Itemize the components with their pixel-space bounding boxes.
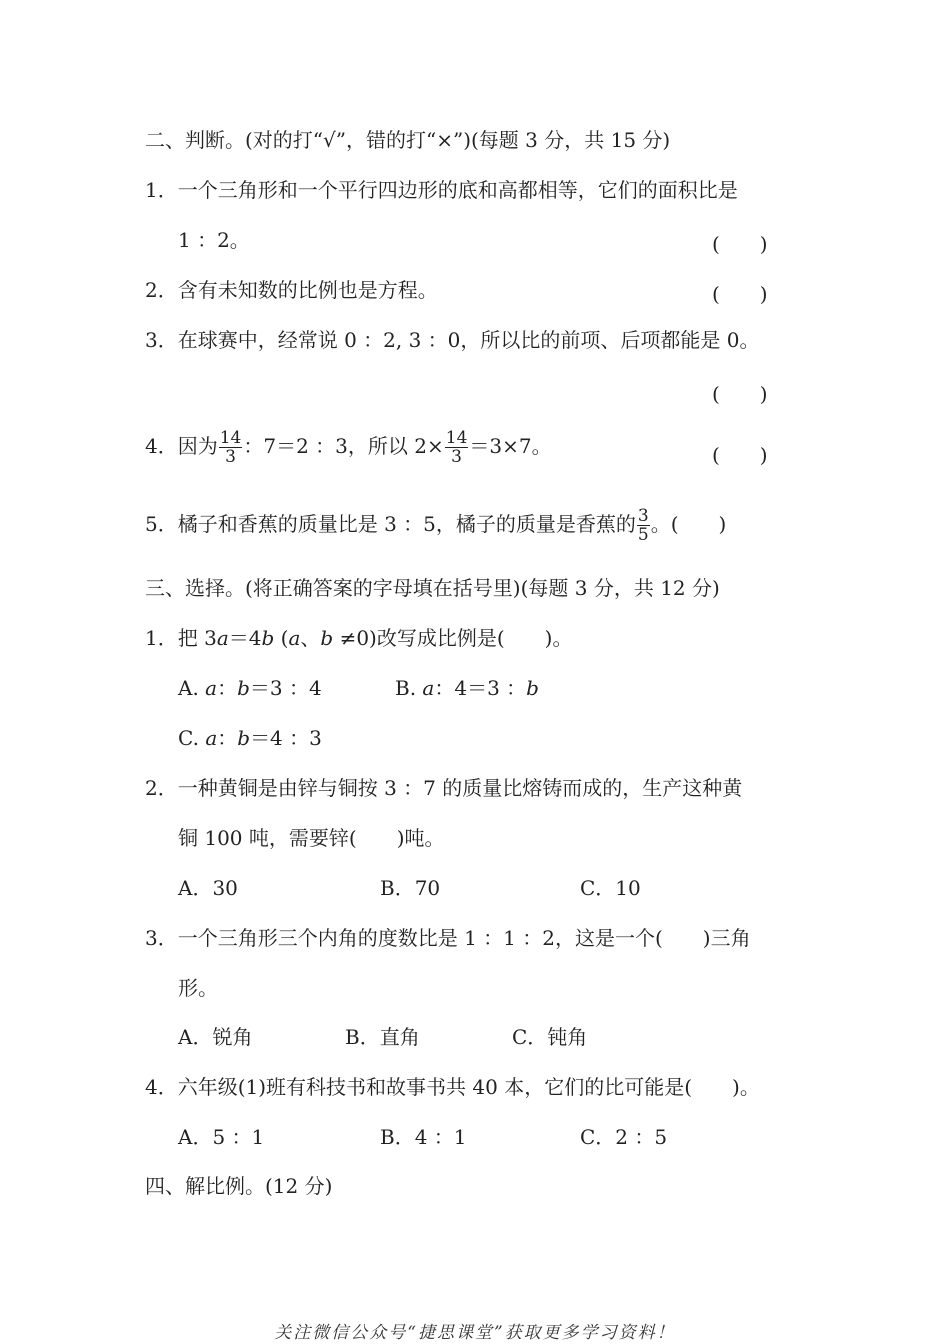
s3-q1-option-c[interactable] bbox=[178, 726, 322, 750]
section2-title: 二、判断。(对的打“√”，错的打“×”)(每题 3 分，共 15 分) bbox=[145, 128, 671, 152]
section3-title: 三、选择。(将正确答案的字母填在括号里)(每题 3 分，共 12 分) bbox=[145, 576, 720, 600]
s3-q1-option-a-rest: ＝3 ：4 bbox=[249, 676, 322, 700]
s3-q3-option-b[interactable]: B．直角 bbox=[345, 1025, 420, 1049]
s3-q2-line2: 铜 100 吨，需要锌( )吨。 bbox=[178, 826, 445, 850]
s3-q1-option-b-var2: b bbox=[526, 676, 539, 700]
s3-q1-var-a2: a bbox=[288, 626, 301, 650]
s2-q3-answer-blank[interactable]: ( ) bbox=[712, 382, 768, 406]
s3-q2-option-b[interactable]: B．70 bbox=[380, 876, 441, 900]
s2-q1-answer-blank[interactable]: ( ) bbox=[712, 232, 768, 256]
s2-q4-mid: ：7＝2 ：3，所以 2× bbox=[243, 434, 444, 458]
s2-q5-pre: 5．橘子和香蕉的质量比是 3 ：5，橘子的质量是香蕉的 bbox=[145, 512, 636, 536]
s3-q1-option-a-colon: ： bbox=[217, 676, 238, 700]
s2-q5-fraction-den: 5 bbox=[637, 525, 649, 545]
s2-q4-fraction-2-den: 3 bbox=[451, 447, 462, 467]
s3-q1-text-a: 1．把 3 bbox=[145, 626, 217, 650]
s3-q1-option-c-var2: b bbox=[237, 726, 251, 750]
footer-watermark: 关注微信公众号“捷思课堂”获取更多学习资料！ bbox=[274, 1323, 676, 1343]
s2-q5-fraction bbox=[637, 507, 650, 544]
s3-q1-var-a: a bbox=[216, 626, 229, 650]
s3-q4-option-b[interactable]: B．4 ：1 bbox=[380, 1125, 467, 1149]
s2-q2: 2．含有未知数的比例也是方程。 bbox=[145, 278, 438, 302]
s2-q3: 3．在球赛中，经常说 0 ：2, 3 ：0，所以比的前项、后项都能是 0。 bbox=[145, 328, 760, 352]
section4-title: 四、解比例。(12 分) bbox=[145, 1174, 333, 1198]
s2-q5-answer-blank[interactable]: ( ) bbox=[670, 512, 727, 536]
s2-q1-line2: 1 ：2。 bbox=[178, 228, 250, 252]
s3-q1 bbox=[145, 626, 572, 650]
s2-q5 bbox=[145, 504, 726, 544]
s3-q3-line1: 3．一个三角形三个内角的度数比是 1 ：1 ：2，这是一个( )三角 bbox=[145, 926, 751, 950]
s3-q1-option-c-label: C. bbox=[178, 726, 206, 750]
s3-q1-option-b-mid: ：4＝3 ： bbox=[434, 676, 527, 700]
s2-q4 bbox=[145, 426, 552, 466]
s3-q2-option-c[interactable]: C．10 bbox=[580, 876, 641, 900]
s2-q4-fraction-2-num: 14 bbox=[445, 428, 468, 448]
s3-q1-var-b: b bbox=[261, 626, 275, 650]
s3-q1-option-b-label: B. bbox=[395, 676, 423, 700]
s3-q4: 4．六年级(1)班有科技书和故事书共 40 本，它们的比可能是( )。 bbox=[145, 1075, 760, 1099]
s3-q3-option-a[interactable]: A．锐角 bbox=[178, 1025, 253, 1049]
s3-q1-option-b[interactable] bbox=[395, 676, 539, 700]
s3-q2-option-a[interactable]: A．30 bbox=[178, 876, 238, 900]
s2-q4-answer-blank[interactable]: ( ) bbox=[712, 443, 768, 467]
s2-q4-fraction-1 bbox=[219, 429, 243, 466]
s3-q1-text-e: ≠0)改写成比例是( )。 bbox=[333, 626, 573, 650]
s3-q1-option-a-var1: a bbox=[205, 676, 218, 700]
s3-q1-text-b: ＝4 bbox=[228, 626, 262, 650]
s2-q5-fraction-num: 3 bbox=[637, 506, 649, 526]
s3-q3-option-c[interactable]: C．钝角 bbox=[512, 1025, 588, 1049]
s3-q1-text-d: 、 bbox=[300, 626, 321, 650]
s3-q1-var-b2: b bbox=[320, 626, 334, 650]
s3-q1-option-a-label: A. bbox=[178, 676, 206, 700]
s3-q1-option-c-var1: a bbox=[205, 726, 218, 750]
s2-q1-line1: 1．一个三角形和一个平行四边形的底和高都相等，它们的面积比是 bbox=[145, 178, 738, 202]
s3-q1-option-b-var1: a bbox=[422, 676, 435, 700]
s3-q2-line1: 2．一种黄铜是由锌与铜按 3 ：7 的质量比熔铸而成的，生产这种黄 bbox=[145, 776, 743, 800]
s3-q1-option-c-rest: ＝4 ：3 bbox=[250, 726, 322, 750]
s2-q2-answer-blank[interactable]: ( ) bbox=[712, 282, 768, 306]
s3-q1-text-c: ( bbox=[274, 626, 289, 650]
s3-q4-option-a[interactable]: A．5 ：1 bbox=[178, 1125, 265, 1149]
s2-q4-pre: 4．因为 bbox=[145, 434, 218, 458]
s2-q5-post: 。 bbox=[650, 512, 671, 536]
s3-q3-line2: 形。 bbox=[178, 976, 218, 1000]
s3-q1-option-c-colon: ： bbox=[217, 726, 238, 750]
s2-q4-post: ＝3×7。 bbox=[469, 434, 552, 458]
s2-q4-fraction-1-den: 3 bbox=[225, 447, 236, 467]
s2-q4-fraction-1-num: 14 bbox=[219, 428, 242, 448]
s3-q1-option-a[interactable] bbox=[178, 676, 322, 700]
s3-q1-option-a-var2: b bbox=[237, 676, 250, 700]
s2-q4-fraction-2 bbox=[445, 429, 469, 466]
s3-q4-option-c[interactable]: C．2 ：5 bbox=[580, 1125, 668, 1149]
